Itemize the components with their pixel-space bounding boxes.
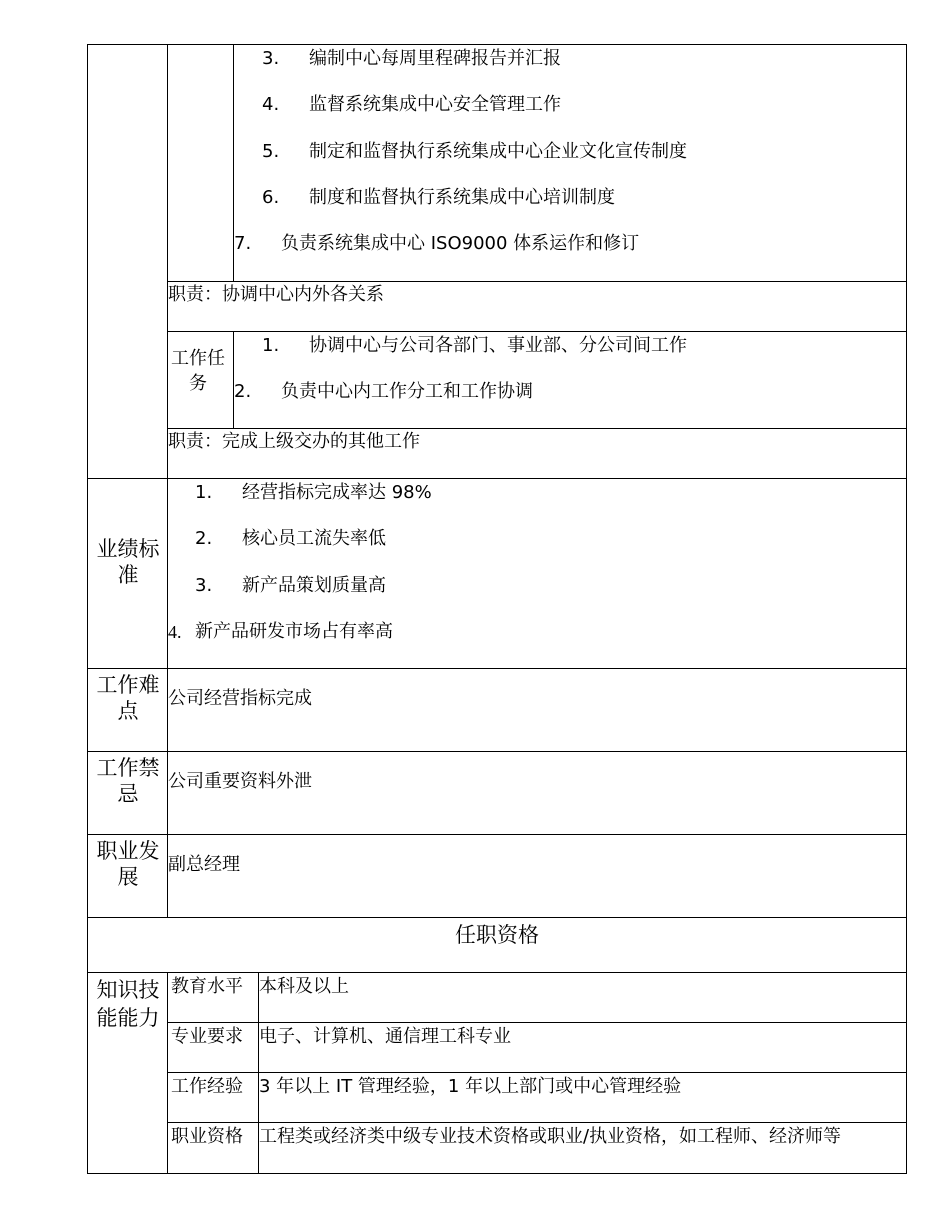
performance-item: 经营指标完成率达 98% [242,482,432,503]
task-number: 5. [262,141,280,162]
qual-row-divider [167,1072,907,1073]
task-item: 负责系统集成中心 ISO9000 体系运作和修订 [281,233,640,254]
task-number: 4. [262,94,280,115]
performance-label: 业绩标准 [96,537,160,587]
task-item: 负责中心内工作分工和工作协调 [281,381,533,402]
major-value: 电子、计算机、通信理工科专业 [259,1026,511,1047]
performance-number: 2. [195,528,213,549]
career-text: 副总经理 [168,854,240,875]
task-number: 7. [234,233,252,254]
career-label: 职业发展 [96,839,160,889]
performance-item: 新产品研发市场占有率高 [195,621,393,642]
task-number: 6. [262,187,280,208]
table-border-right [906,44,907,1174]
qual-row-divider [167,1022,907,1023]
education-label: 教育水平 [171,976,243,997]
row-divider [87,668,907,669]
performance-number: 3. [195,575,213,596]
taboo-label: 工作禁忌 [96,756,160,806]
row-divider [87,751,907,752]
task-column-divider-2 [233,331,234,428]
education-value: 本科及以上 [259,976,349,997]
task-number: 3. [262,48,280,69]
knowledge-skill-label: 知识技能能力 [96,978,160,1030]
task-item: 监督系统集成中心安全管理工作 [309,94,561,115]
performance-item: 核心员工流失率低 [242,528,386,549]
row-divider [87,834,907,835]
duty-title: 职责：协调中心内外各关系 [168,284,384,305]
difficulty-text: 公司经营指标完成 [168,688,312,709]
table-border-bottom [87,1173,907,1174]
difficulty-label: 工作难点 [96,673,160,723]
table-border-top [87,44,907,45]
task-number: 1. [262,335,280,356]
qualification-heading: 任职资格 [455,923,539,947]
work-task-label: 工作任务 [171,348,225,394]
task-number: 2. [234,381,252,402]
row-divider [167,281,907,282]
row-divider [87,478,907,479]
qual-row-divider [167,1122,907,1123]
task-item: 制度和监督执行系统集成中心培训制度 [309,187,615,208]
row-divider [167,331,907,332]
row-divider [87,917,907,918]
taboo-text: 公司重要资料外泄 [168,771,312,792]
performance-item: 新产品策划质量高 [242,575,386,596]
certification-value: 工程类或经济类中级专业技术资格或职业/执业资格，如工程师、经济师等 [259,1126,842,1147]
duty-title: 职责：完成上级交办的其他工作 [168,431,420,452]
major-label: 专业要求 [171,1026,243,1047]
experience-value: 3 年以上 IT 管理经验，1 年以上部门或中心管理经验 [259,1076,682,1097]
performance-number: 4. [168,622,182,642]
row-divider [167,428,907,429]
row-divider [87,972,907,973]
experience-label: 工作经验 [171,1076,243,1097]
task-item: 编制中心每周里程碑报告并汇报 [309,48,561,69]
task-item: 协调中心与公司各部门、事业部、分公司间工作 [309,335,687,356]
certification-label: 职业资格 [171,1126,243,1147]
performance-number: 1. [195,482,213,503]
task-item: 制定和监督执行系统集成中心企业文化宣传制度 [309,141,687,162]
